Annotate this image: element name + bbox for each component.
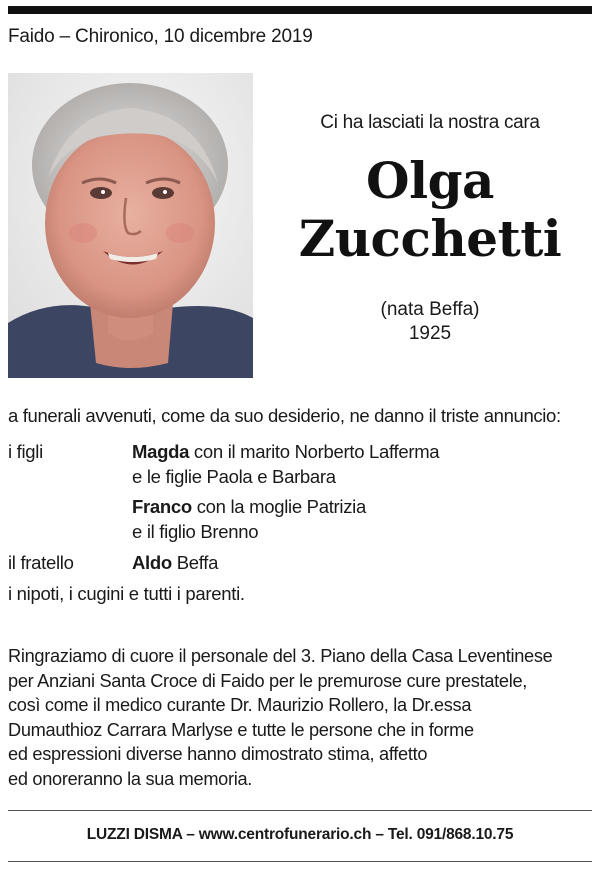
child2-detail: con la moglie Patrizia — [191, 496, 366, 517]
thanks-line: per Anziani Santa Croce di Faido per le premurose cure prestatele, — [8, 670, 528, 691]
children-label: i figli — [8, 441, 43, 462]
brother-line — [132, 552, 218, 574]
thanks-line: ed espressioni diverse hanno dimostrato stima, affetto — [8, 744, 428, 765]
thanks-line: così come il medico curante Dr. Maurizio Rollero, la Dr.essa — [8, 695, 472, 716]
place-date: Faido – Chironico, 10 dicembre 2019 — [8, 26, 313, 47]
child2-line2: e il figlio Brenno — [132, 521, 259, 542]
announcement-text: a funerali avvenuti, come da suo desiderio, ne danno il triste annuncio: — [8, 405, 561, 426]
deceased-last-name: Zucchetti — [298, 209, 562, 268]
top-rule — [8, 6, 592, 14]
portrait-photo — [8, 73, 253, 378]
footer-top-rule — [8, 810, 592, 811]
child2-line — [132, 496, 366, 518]
funeral-home-footer: LUZZI DISMA – www.centrofunerario.ch – Tel. 091/868.10.75 — [86, 826, 514, 843]
thanks-line: Ringraziamo di cuore il personale del 3. Piano della Casa Leventinese — [8, 646, 553, 666]
thanks-line: ed onoreranno la sua memoria. — [8, 768, 253, 789]
child2-name: Franco — [132, 496, 192, 517]
deceased-name — [290, 152, 570, 268]
birth-info — [330, 298, 530, 346]
deceased-first-name: Olga — [366, 151, 494, 210]
child1-name: Magda — [132, 441, 190, 462]
relatives-line: i nipoti, i cugini e tutti i parenti. — [8, 583, 245, 604]
footer-bottom-rule — [8, 861, 592, 862]
maiden-name: (nata Beffa) — [380, 299, 480, 320]
birth-year: 1925 — [408, 323, 452, 344]
thanks-paragraph — [8, 644, 598, 792]
brother-label: il fratello — [8, 552, 74, 573]
brother-name: Aldo — [132, 552, 172, 573]
thanks-line: Dumauthioz Carrara Marlyse e tutte le persone che in forme — [8, 719, 474, 740]
intro-text: Ci ha lasciati la nostra cara — [320, 112, 540, 133]
child1-detail: con il marito Norberto Lafferma — [189, 441, 440, 462]
child1-line — [132, 441, 439, 463]
child1-line2: e le figlie Paola e Barbara — [132, 466, 336, 487]
brother-detail: Beffa — [171, 552, 219, 573]
